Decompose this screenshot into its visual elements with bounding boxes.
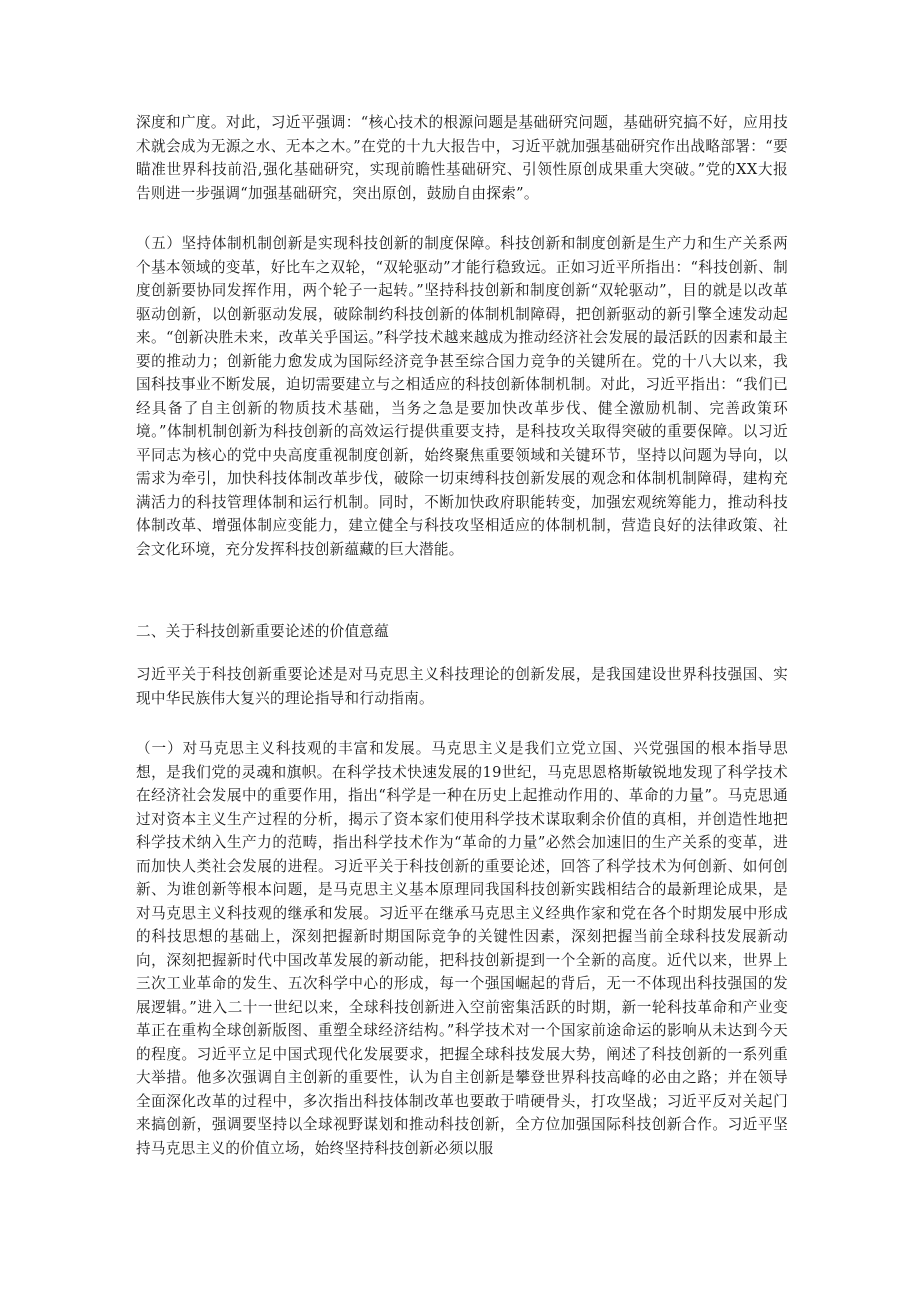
paragraph-institutional-innovation: （五）坚持体制机制创新是实现科技创新的制度保障。科技创新和制度创新是生产力和生产关系两个基本领域的变革，好比车之双轮，“双轮驱动”才能行稳致远。正如习近平所指出：“科技创新、制度创新要协同发挥作用，两个轮子一起转。”坚持科技创新和制度创新“双轮驱动”，目的就是以改革驱动创新，以创新驱动发展，破除制约科技创新的体制机制障碍，把创新驱动的新引擎全速发动起来。“创新决胜未来，改革关乎国运。”科学技术越来越成为推动经济社会发展的最活跃的因素和最主要的推动力；创新能力愈发成为国际经济竞争甚至综合国力竞争的关键所在。党的十八大以来，我国科技事业不断发展，迫切需要建立与之相适应的科技创新体制机制。对此，习近平指出：“我们已经具备了自主创新的物质技术基础，当务之急是要加快改革步伐、健全激励机制、完善政策环境。”体制机制创新为科技创新的高效运行提供重要支持，是科技攻关取得突破的重要保障。以习近平同志为核心的党中央高度重视制度创新，始终聚焦重要领域和关键环节，坚持以问题为导向，以需求为牵引，加快科技体制改革步伐，破除一切束缚科技创新发展的观念和体制机制障碍，建构充满活力的科技管理体制和运行机制。同时，不断加快政府职能转变，加强宏观统筹能力，推动科技体制改革、增强体制应变能力，建立健全与科技攻坚相适应的体制机制，营造良好的法律政策、社会文化环境，充分发挥科技创新蕴藏的巨大潜能。 [136,235,788,558]
section-heading: 二、关于科技创新重要论述的价值意蕴 [136,623,390,640]
paragraph-value-intro: 习近平关于科技创新重要论述是对马克思主义科技理论的创新发展，是我国建设世界科技强国、实现中华民族伟大复兴的理论指导和行动指南。 [136,666,788,707]
paragraph-marxist-view: （一）对马克思主义科技观的丰富和发展。马克思主义是我们立党立国、兴党强国的根本指导思想，是我们党的灵魂和旗帜。在科学技术快速发展的19世纪，马克思恩格斯敏锐地发现了科学技术在经济社会发展中的重要作用，指出“科学是一种在历史上起推动作用的、革命的力量”。马克思通过对资本主义生产过程的分析，揭示了资本家们使用科学技术谋取剩余价值的真相，并创造性地把科学技术纳入生产力的范畴，指出科学技术作为“革命的力量”必然会加速旧的生产关系的变革，进而加快人类社会发展的进程。习近平关于科技创新的重要论述，回答了科学技术为何创新、如何创新、为谁创新等根本问题，是马克思主义基本原理同我国科技创新实践相结合的最新理论成果，是对马克思主义科技观的继承和发展。习近平在继承马克思主义经典作家和党在各个时期发展中形成的科技思想的基础上，深刻把握新时期国际竞争的关键性因素，深刻把握当前全球科技发展新动向，深刻把握新时代中国改革发展的新动能，把科技创新提到一个全新的高度。近代以来，世界上三次工业革命的发生、五次科学中心的形成，每一个强国崛起的背后，无一不体现出科技强国的发展逻辑。”进入二十一世纪以来，全球科技创新进入空前密集活跃的时期，新一轮科技革命和产业变革正在重构全球创新版图、重塑全球经济结构。”科学技术对一个国家前途命运的影响从未达到今天的程度。习近平立足中国式现代化发展要求，把握全球科技发展大势，阐述了科技创新的一系列重大举措。他多次强调自主创新的重要性，认为自主创新是攀登世界科技高峰的必由之路；并在领导全面深化改革的过程中，多次指出科技体制改革也要敢于啃硬骨头，打攻坚战；习近平反对关起门来搞创新，强调要坚持以全球视野谋划和推动科技创新，全方位加强国际科技创新合作。习近平坚持马克思主义的价值立场，始终坚持科技创新必须以服 [136,740,788,1157]
paragraph-basic-research: 深度和广度。对此，习近平强调：“核心技术的根源问题是基础研究问题，基础研究搞不好，应用技术就会成为无源之水、无本之木。”在党的十九大报告中，习近平就加强基础研究作出战略部署：“要瞄准世界科技前沿,强化基础研究，实现前瞻性基础研究、引领性原创成果重大突破。”党的XX大报告则进一步强调“加强基础研究，突出原创，鼓励自由探索”。 [136,114,788,202]
